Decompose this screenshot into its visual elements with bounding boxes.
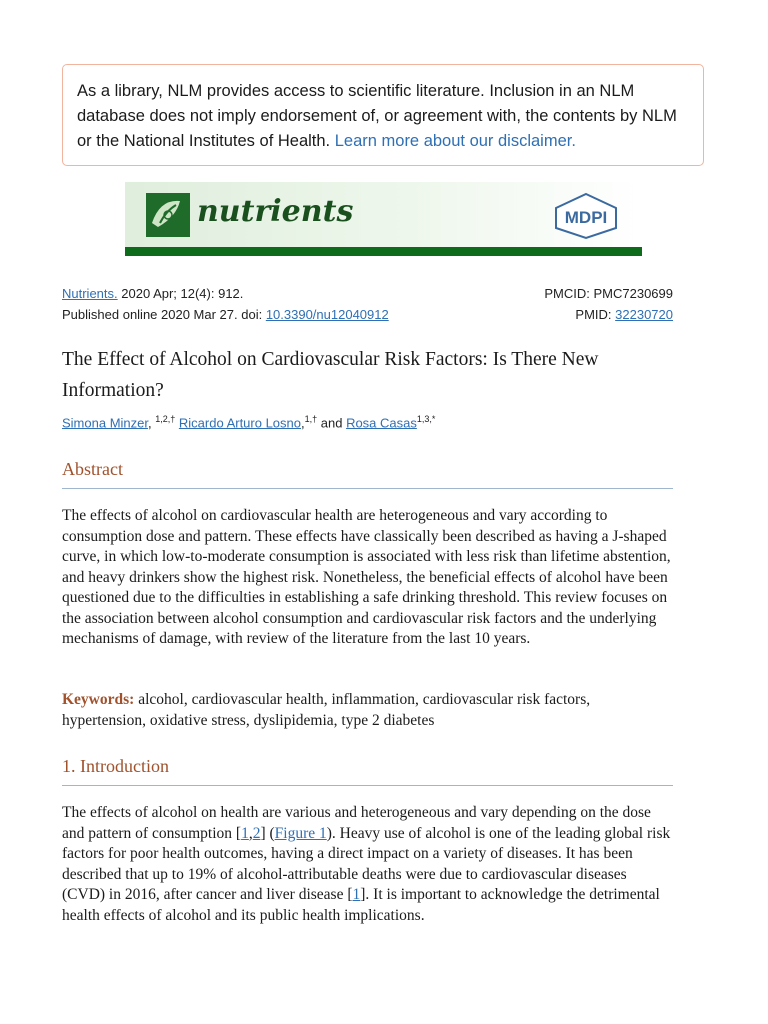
figure-link[interactable]: Figure 1 [274, 824, 327, 842]
nutrients-logo-icon [146, 193, 190, 237]
journal-link[interactable]: Nutrients. [62, 286, 118, 301]
author-link[interactable]: Ricardo Arturo Losno [178, 415, 301, 431]
pmid-label: PMID: [575, 307, 616, 322]
disclaimer-notice [62, 64, 704, 166]
intro-text: ] ( [260, 824, 275, 842]
reference-link[interactable]: 1 [352, 886, 361, 903]
disclaimer-text: As a library, NLM provides access to scientific literature. Inclusion in an NLM database does not imply endorsement of, or agreement with, the contents by NLM or the National Institutes of Health. [77, 82, 677, 150]
intro-text: ). Heavy use of alcohol is one of the leading global risk factors for poor health outcomes, having a direct impact on a variety of diseases. It has been described that up to 19% of alcohol-attributable deaths were due to cardiovascular diseases (CVD) in 2016, after cancer and liver disease [ [62, 824, 671, 903]
publication-line [62, 307, 673, 322]
published-online: Published online 2020 Mar 27. doi: [62, 307, 266, 322]
citation-line [62, 286, 673, 301]
journal-banner[interactable] [125, 182, 642, 256]
keywords-list: alcohol, cardiovascular health, inflammation, cardiovascular risk factors, hypertension, oxidative stress, dyslipidemia, type 2 diabetes [62, 691, 591, 729]
abstract-heading: Abstract [62, 459, 673, 489]
reference-link[interactable]: 1 [241, 824, 249, 842]
introduction-text [62, 803, 673, 926]
author-sep: , [301, 415, 305, 431]
author-link[interactable]: Rosa Casas [346, 415, 417, 431]
pmcid: PMCID: PMC7230699 [544, 286, 673, 301]
article-title: The Effect of Alcohol on Cardiovascular Risk Factors: Is There New Information? [62, 349, 599, 401]
author-sep: , [147, 415, 156, 431]
pmid-link[interactable]: 32230720 [615, 307, 673, 322]
disclaimer-link[interactable]: Learn more about our disclaimer. [334, 132, 576, 150]
citation-issue: 2020 Apr; 12(4): 912. [117, 286, 244, 301]
author-affiliation: 1,† [304, 414, 318, 424]
keywords [62, 690, 673, 731]
introduction-heading: 1. Introduction [62, 756, 673, 786]
intro-text: , [248, 824, 253, 842]
doi-link[interactable]: 10.3390/nu12040912 [265, 307, 389, 322]
mdpi-logo [550, 192, 622, 240]
author-list [62, 414, 435, 430]
keywords-label: Keywords: [62, 691, 135, 708]
journal-name: nutrients [197, 194, 354, 229]
intro-text: ]. It is important to acknowledge the detrimental health effects of alcohol and its public health implications. [62, 886, 660, 924]
abstract-text: The effects of alcohol on cardiovascular health are heterogeneous and vary according to consumption dose and pattern. These effects have classically been described as having a J-shaped curve, in which low-to-moderate consumption is associated with less risk than lifetime abstention, and heavy drinkers show the highest risk. Nonetheless, the beneficial effects of alcohol have been questioned due to the difficulties in establishing a safe drinking threshold. This review focuses on the association between alcohol consumption and cardiovascular risk factors and the underlying mechanisms of damage, with review of the literature from the last 10 years. [62, 507, 671, 647]
intro-text: The effects of alcohol on health are various and heterogeneous and vary depending on the dose and pattern of consumption [ [62, 804, 651, 842]
banner-bar [125, 247, 642, 256]
author-sep: and [317, 415, 347, 431]
author-link[interactable]: Simona Minzer [62, 415, 148, 431]
publisher-name: MDPI [564, 208, 608, 227]
reference-link[interactable]: 2 [252, 824, 261, 842]
author-affiliation: 1,3,* [416, 414, 436, 424]
author-affiliation: 1,2,† [155, 414, 176, 424]
pmid [575, 307, 673, 322]
